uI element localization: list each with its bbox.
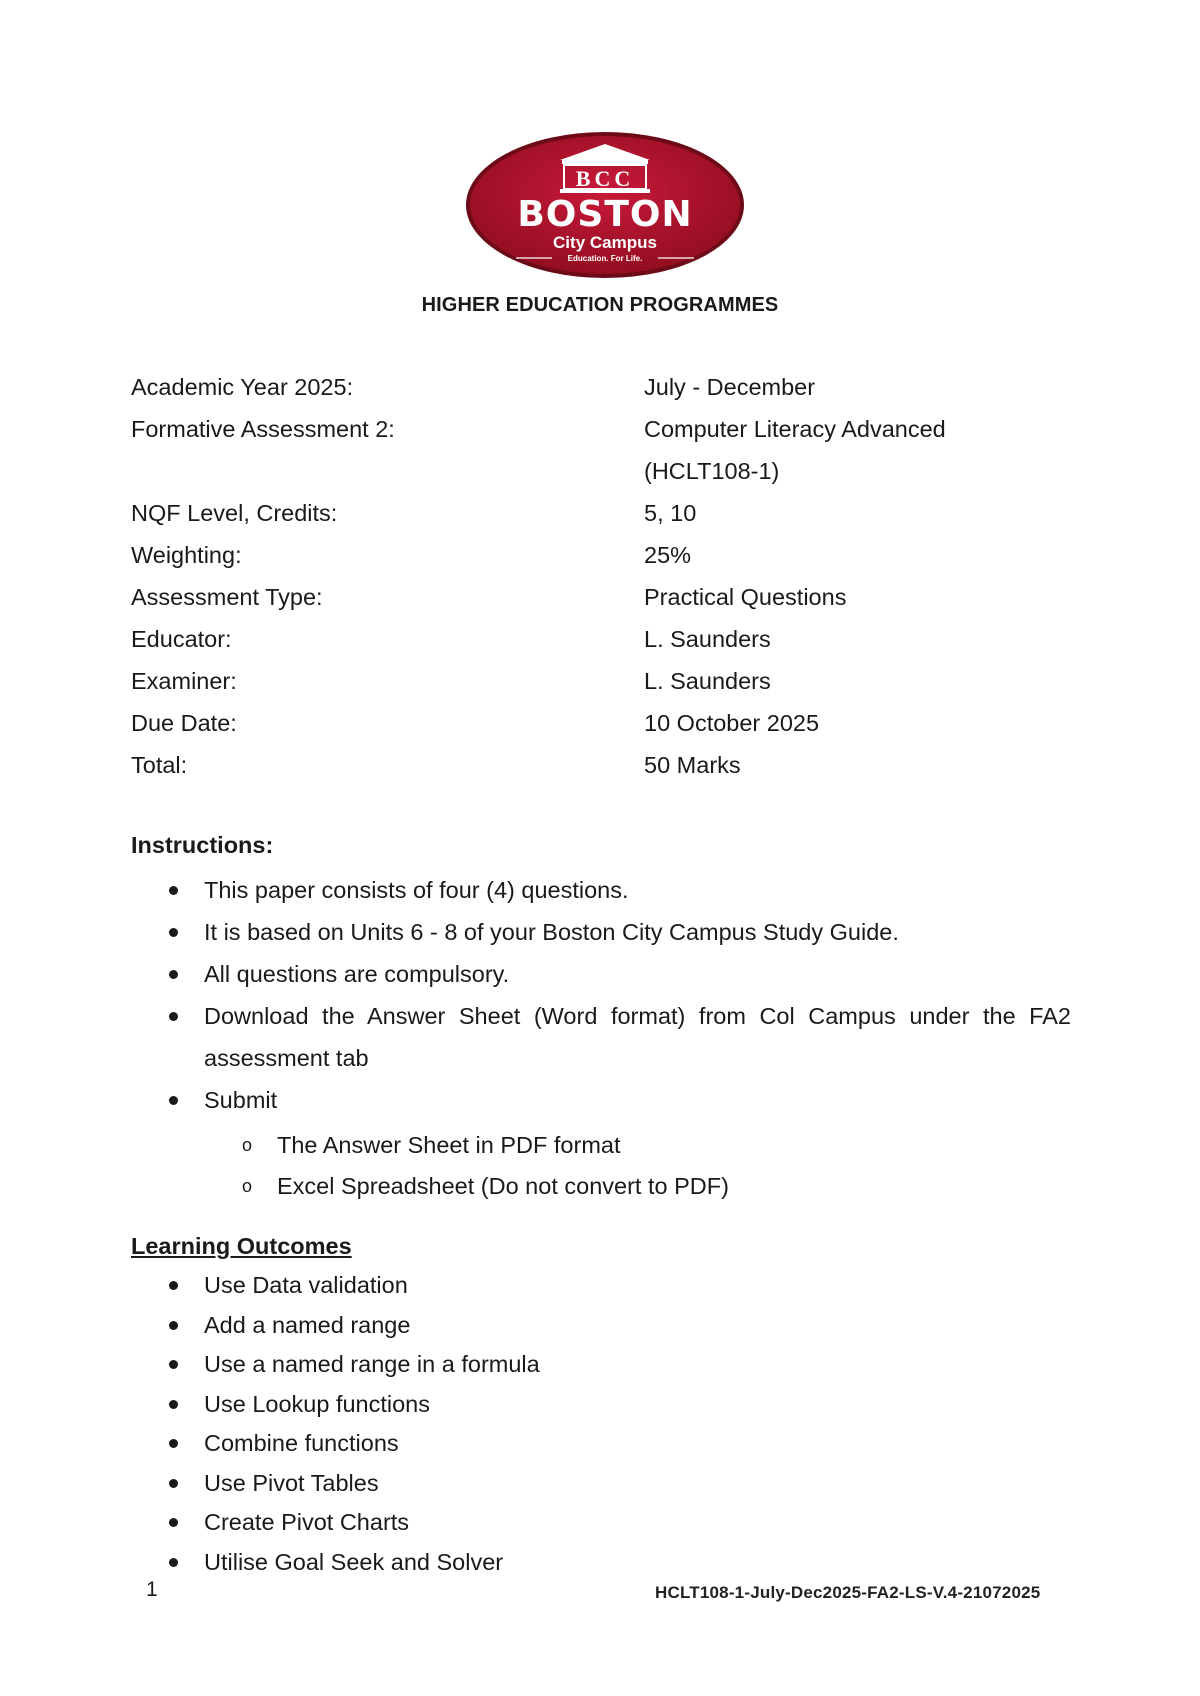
list-item (131, 1079, 1071, 1121)
info-label: Examiner: (131, 667, 237, 694)
learning-outcomes-list (131, 1266, 1071, 1582)
list-item (131, 1345, 1071, 1385)
bullet-icon (169, 1281, 178, 1290)
info-row (131, 618, 1091, 660)
info-row (131, 408, 1091, 450)
list-item (131, 911, 1071, 953)
bullet-icon (169, 928, 178, 937)
outcome-text: Use Data validation (204, 1272, 408, 1298)
submit-sublist (131, 1125, 729, 1207)
instruction-text: Download the Answer Sheet (Word format) from Col Campus under the FA2 assessment tab (204, 1003, 1071, 1071)
info-label: Assessment Type: (131, 583, 323, 610)
list-item (131, 1464, 1071, 1504)
info-value: 50 Marks (644, 751, 741, 778)
info-row (131, 492, 1091, 534)
instruction-text: It is based on Units 6 - 8 of your Boston City Campus Study Guide. (204, 919, 899, 945)
list-item (131, 1125, 729, 1166)
instruction-text: This paper consists of four (4) questions. (204, 877, 629, 903)
info-value: Practical Questions (644, 583, 847, 610)
info-label: Academic Year 2025: (131, 373, 354, 400)
svg-text:BCC: BCC (575, 166, 635, 191)
bullet-icon (169, 1439, 178, 1448)
list-item (131, 1385, 1071, 1425)
outcome-text: Create Pivot Charts (204, 1509, 410, 1535)
list-item (131, 1503, 1071, 1543)
info-value: L. Saunders (644, 667, 771, 694)
info-label: NQF Level, Credits: (131, 499, 338, 526)
info-value: 5, 10 (644, 499, 697, 526)
info-value: (HCLT108-1) (644, 457, 780, 484)
assessment-info-table (131, 366, 1091, 786)
list-item (131, 869, 1071, 911)
outcome-text: Use Pivot Tables (204, 1469, 379, 1496)
info-label: Formative Assessment 2: (131, 415, 395, 442)
outcome-text: Use Lookup functions (204, 1390, 431, 1417)
info-value: L. Saunders (644, 625, 771, 652)
outcome-text: Utilise Goal Seek and Solver (204, 1548, 504, 1575)
learning-outcomes-title: Learning Outcomes (131, 1233, 352, 1259)
bullet-icon (169, 1479, 178, 1488)
list-item (131, 1424, 1071, 1464)
bullet-icon (169, 1400, 178, 1409)
info-row (131, 702, 1091, 744)
circle-bullet-icon: o (242, 1135, 253, 1155)
document-code: HCLT108-1-July-Dec2025-FA2-LS-V.4-21072025 (655, 1583, 1041, 1602)
info-label: Weighting: (131, 541, 242, 568)
list-item (131, 1266, 1071, 1306)
list-item (131, 1306, 1071, 1346)
info-label: Educator: (131, 625, 232, 652)
outcome-text: Add a named range (204, 1311, 411, 1338)
page-number: 1 (146, 1578, 158, 1601)
instructions-title: Instructions: (131, 832, 274, 858)
boston-city-campus-logo (464, 130, 746, 280)
sub-item-text: The Answer Sheet in PDF format (277, 1132, 621, 1158)
bullet-icon (169, 886, 178, 895)
bullet-icon (169, 1012, 178, 1021)
info-row (131, 660, 1091, 702)
list-item (131, 1543, 1071, 1583)
bullet-icon (169, 1558, 178, 1567)
info-row (131, 534, 1091, 576)
list-item (131, 953, 1071, 995)
instruction-text: Submit (204, 1087, 278, 1113)
instructions-list (131, 869, 1071, 1121)
info-row (131, 366, 1091, 408)
info-row (131, 744, 1091, 786)
list-item (131, 1166, 729, 1207)
outcome-text: Use a named range in a formula (204, 1351, 540, 1377)
list-item (131, 995, 1071, 1079)
outcome-text: Combine functions (204, 1430, 399, 1456)
info-label: Total: (131, 751, 188, 778)
programme-heading: HIGHER EDUCATION PROGRAMMES (421, 294, 779, 316)
info-label: Due Date: (131, 709, 237, 736)
info-row (131, 576, 1091, 618)
info-value: July - December (644, 373, 816, 400)
circle-bullet-icon: o (242, 1176, 253, 1196)
info-value: Computer Literacy Advanced (644, 415, 946, 442)
info-value: 10 October 2025 (644, 709, 820, 736)
svg-text:BOSTON: BOSTON (517, 194, 693, 235)
bullet-icon (169, 1096, 178, 1105)
bullet-icon (169, 1360, 178, 1369)
sub-item-text: Excel Spreadsheet (Do not convert to PDF) (277, 1173, 729, 1199)
bullet-icon (169, 1518, 178, 1527)
instruction-text: All questions are compulsory. (204, 961, 510, 987)
info-row (131, 450, 1091, 492)
bullet-icon (169, 1321, 178, 1330)
info-value: 25% (644, 541, 692, 568)
svg-text:City Campus: City Campus (553, 233, 657, 252)
svg-text:Education. For Life.: Education. For Life. (567, 254, 643, 263)
bullet-icon (169, 970, 178, 979)
